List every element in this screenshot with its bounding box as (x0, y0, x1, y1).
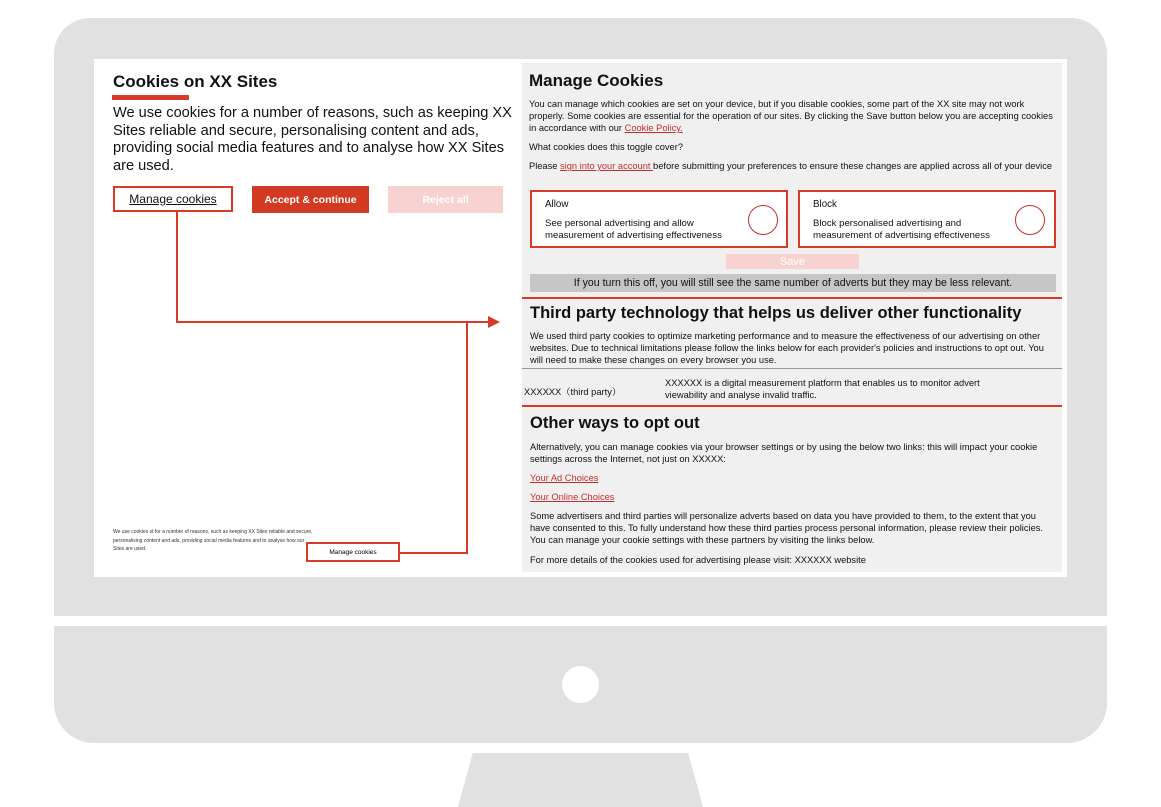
provider-description: XXXXXX is a digital measurement platform that enables us to monitor advert viewability and analyse invalid traffic. (665, 378, 980, 400)
manage-cookies-title: Manage Cookies (529, 71, 664, 90)
connector-line (466, 322, 468, 554)
power-button-icon (562, 666, 599, 703)
sign-in-link[interactable]: sign into your account (560, 161, 654, 171)
cookie-policy-link[interactable]: Cookie Policy. (624, 123, 683, 133)
third-party-body: We used third party cookies to optimize marketing performance and to measure the effectiveness of our advertising on other websites. Due to technical limitations please follow the links below for each provider's policies and instructions to opt out. You will need to make these changes on every browser you use. (530, 331, 1044, 365)
allow-title: Allow (545, 199, 569, 210)
arrow-right-icon (488, 316, 500, 328)
allow-toggle-icon[interactable] (748, 205, 778, 235)
block-title: Block (813, 199, 837, 210)
toggle-off-notice: If you turn this off, you will still see the same number of adverts but they may be less relevant. (530, 274, 1056, 292)
opt-out-body: Alternatively, you can manage cookies via your browser settings or by using the below two links: this will impact your cookie settings across the Internet, not just on XXXXX: (530, 442, 1038, 464)
save-button[interactable]: Save (726, 254, 859, 269)
opt-out-title: Other ways to opt out (530, 414, 700, 432)
advertisers-text: Some advertisers and third parties will personalize adverts based on data you have provided to them, to the extent that you have consented to this. To fully understand how these third parties process personal information, please review their policies. You can manage your cookie settings with these partners by visiting the links below. (530, 511, 1043, 545)
manage-cookies-button[interactable]: Manage cookies (113, 186, 233, 212)
table-top-border (522, 368, 1062, 369)
connector-line (176, 321, 490, 323)
mini-banner-text: We use cookies st for a number of reasons, such as keeping XX Sites reliable and secure, personalising content and ads, providing social media features and to analyse how our Sites are used. (113, 529, 313, 553)
sign-in-notice: Please sign into your account before submitting your preferences to ensure these changes are applied across all of your device (529, 161, 1053, 171)
title-underline (112, 95, 189, 100)
section-divider (522, 405, 1062, 407)
your-ad-choices-link[interactable]: Your Ad Choices (530, 473, 599, 483)
monitor-stand (458, 753, 703, 807)
provider-name: XXXXXX（third party） (524, 387, 622, 397)
allow-description: See personal advertising and allow measurement of advertising effectiveness (545, 218, 722, 241)
connector-line (400, 552, 468, 554)
reject-all-button[interactable]: Reject all (388, 186, 503, 213)
manage-intro: You can manage which cookies are set on your device, but if you disable cookies, some part of the XX site may not work properly. Some cookies are essential for the operation of our sites. By clicking the Save button below you are accepting cookies in accordance with our Cookie Policy. (529, 99, 1053, 133)
toggle-question: What cookies does this toggle cover? (529, 142, 683, 152)
section-divider (522, 297, 1062, 299)
block-toggle-icon[interactable] (1015, 205, 1045, 235)
banner-body: We use cookies for a number of reasons, such as keeping XX Sites reliable and secure, personalising content and ads, providing social media features and to analyse how XX Sites are used. (113, 105, 512, 174)
banner-title: Cookies on XX Sites (113, 72, 278, 91)
your-online-choices-link[interactable]: Your Online Choices (530, 492, 615, 502)
mini-manage-cookies-button[interactable]: Manage cookies (306, 542, 400, 562)
more-details-text: For more details of the cookies used for advertising please visit: XXXXXX website (530, 555, 866, 565)
accept-continue-button[interactable]: Accept & continue (252, 186, 369, 213)
third-party-title: Third party technology that helps us deliver other functionality (530, 304, 1022, 322)
block-description: Block personalised advertising and measurement of advertising effectiveness (813, 218, 990, 241)
connector-line (176, 212, 178, 322)
